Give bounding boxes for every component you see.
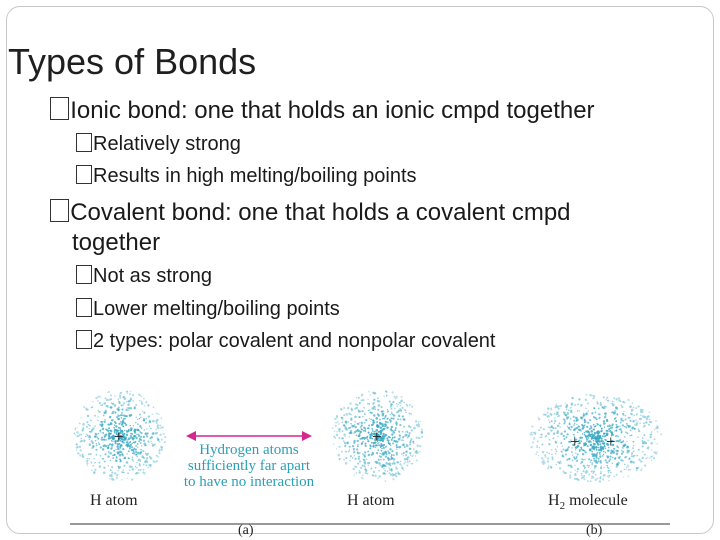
panel-label-a: (a) — [238, 523, 254, 538]
bullet-box-icon — [76, 133, 92, 152]
bullet-box-icon — [50, 199, 69, 222]
bullet-covalent — [50, 198, 571, 228]
bullet-ionic — [50, 96, 595, 126]
h2-molecule-label: $H_2$ molecule — [548, 492, 628, 513]
arrow-note: Hydrogen atoms sufficiently far apart to have no interaction — [183, 442, 315, 490]
bullet-box-icon — [76, 165, 92, 184]
sub-bullet — [76, 328, 496, 354]
plus-sign: + — [114, 427, 124, 446]
sub-bullet-text: Not as strong — [93, 265, 212, 287]
h-atom-label: H atom — [347, 492, 395, 509]
sub-bullet-text: Lower melting/boiling points — [93, 298, 340, 320]
panel-label-b: (b) — [586, 523, 603, 538]
bullet-box-icon — [76, 265, 92, 284]
slide-title: Types of Bonds — [8, 41, 257, 82]
double-arrow-icon — [186, 431, 312, 441]
electron-cloud-h2-molecule — [530, 394, 663, 483]
hydrogen-bonding-figure — [70, 380, 670, 538]
sub-bullet — [76, 263, 212, 289]
bullet-box-icon — [76, 330, 92, 349]
plus-sign: + — [372, 427, 382, 446]
sub-bullet-text: Results in high melting/boiling points — [93, 165, 417, 187]
sub-bullet-text: Relatively strong — [93, 133, 241, 155]
sub-bullet — [76, 163, 417, 189]
bullet-text: Covalent bond: one that holds a covalent cmpd — [70, 199, 571, 226]
h-atom-label: H atom — [90, 492, 138, 509]
plus-sign: + — [570, 432, 580, 451]
bullet-box-icon — [50, 97, 69, 120]
bullet-text: Ionic bond: one that holds an ionic cmpd together — [70, 97, 595, 124]
sub-bullet — [76, 296, 340, 322]
bullet-covalent-continued: together — [72, 229, 161, 256]
plus-sign: + — [606, 432, 616, 451]
sub-bullet-text: 2 types: polar covalent and nonpolar covalent — [93, 330, 496, 352]
sub-bullet — [76, 131, 241, 157]
bullet-box-icon — [76, 298, 92, 317]
